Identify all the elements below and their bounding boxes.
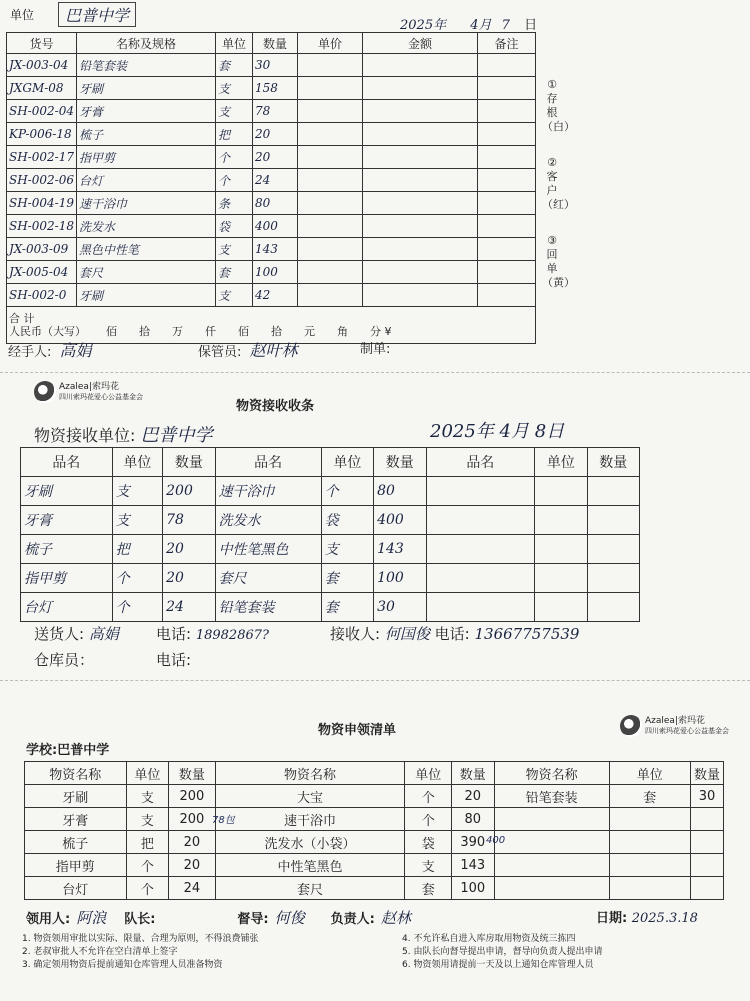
empty-cell bbox=[477, 284, 535, 307]
table-cell: 24 bbox=[169, 877, 216, 900]
receipt-table bbox=[20, 447, 640, 622]
signature-line: 领用人: 阿浪 队长: 督导: 何俊 负责人: 赵林 bbox=[26, 909, 411, 927]
item-unit: 支 bbox=[215, 238, 252, 261]
empty-cell bbox=[477, 123, 535, 146]
table-row bbox=[21, 535, 640, 564]
item-qty: 143 bbox=[252, 238, 297, 261]
empty-cell bbox=[535, 564, 587, 593]
item-unit: 条 bbox=[215, 192, 252, 215]
item-name: 梳子 bbox=[76, 123, 215, 146]
empty-cell bbox=[362, 192, 477, 215]
empty-cell bbox=[535, 506, 587, 535]
empty-cell bbox=[426, 564, 535, 593]
item-name: 洗发水 bbox=[76, 215, 215, 238]
table-row bbox=[25, 808, 724, 831]
empty-cell bbox=[297, 284, 362, 307]
empty-cell bbox=[362, 261, 477, 284]
table-row bbox=[7, 284, 536, 307]
empty-cell bbox=[535, 593, 587, 622]
table-cell: 中性笔黑色 bbox=[215, 535, 321, 564]
table-cell: 143 bbox=[451, 854, 494, 877]
table-cell: 洗发水（小袋） bbox=[215, 831, 405, 854]
col-header: 单价 bbox=[297, 33, 362, 54]
empty-cell bbox=[297, 192, 362, 215]
table-cell: 袋 bbox=[405, 831, 452, 854]
table-cell: 20 bbox=[163, 535, 215, 564]
table-cell: 200 bbox=[169, 808, 216, 831]
table-cell: 400 bbox=[374, 506, 426, 535]
empty-cell bbox=[535, 535, 587, 564]
empty-cell bbox=[426, 535, 535, 564]
table-cell bbox=[494, 854, 609, 877]
item-unit: 袋 bbox=[215, 215, 252, 238]
table-cell: 78 bbox=[163, 506, 215, 535]
item-code: SH-002-04 bbox=[7, 100, 77, 123]
col-header: 品名 bbox=[21, 448, 113, 477]
empty-cell bbox=[362, 77, 477, 100]
item-code: JX-003-09 bbox=[7, 238, 77, 261]
table-row bbox=[25, 785, 724, 808]
empty-cell bbox=[587, 535, 639, 564]
empty-cell bbox=[297, 77, 362, 100]
table-cell: 30 bbox=[690, 785, 723, 808]
empty-cell bbox=[362, 100, 477, 123]
table-cell: 大宝 bbox=[215, 785, 405, 808]
item-code: SH-002-18 bbox=[7, 215, 77, 238]
empty-cell bbox=[477, 192, 535, 215]
table-cell bbox=[609, 808, 690, 831]
table-row bbox=[7, 77, 536, 100]
table-cell: 390 bbox=[451, 831, 494, 854]
col-header: 物资名称 bbox=[215, 762, 405, 785]
table-row bbox=[21, 477, 640, 506]
col-header: 品名 bbox=[426, 448, 535, 477]
table-cell: 80 bbox=[451, 808, 494, 831]
col-header: 单位 bbox=[609, 762, 690, 785]
empty-cell bbox=[362, 54, 477, 77]
col-header: 单位 bbox=[405, 762, 452, 785]
col-header: 单位 bbox=[215, 33, 252, 54]
empty-cell bbox=[297, 215, 362, 238]
item-code: JX-003-04 bbox=[7, 54, 77, 77]
school-field: 学校:巴普中学 bbox=[26, 743, 110, 758]
item-code: SH-002-06 bbox=[7, 169, 77, 192]
empty-cell bbox=[297, 169, 362, 192]
item-code: SH-004-19 bbox=[7, 192, 77, 215]
empty-cell bbox=[297, 238, 362, 261]
table-cell: 牙膏 bbox=[25, 808, 127, 831]
empty-cell bbox=[477, 238, 535, 261]
empty-cell bbox=[297, 100, 362, 123]
table-row bbox=[25, 877, 724, 900]
empty-cell bbox=[587, 564, 639, 593]
empty-cell bbox=[362, 146, 477, 169]
warehouse-phone: 电话: bbox=[156, 651, 192, 669]
warehouse-field: 仓库员： bbox=[34, 651, 95, 669]
notes-left: 1. 物资领用审批以实际、限量、合理为原则，不得浪费铺张 2. 老叔审批人不允许在空白清单上签字 3. 确定领用物资后提前通知仓库管理人员准备物资 bbox=[22, 934, 259, 970]
table-cell: 200 bbox=[163, 477, 215, 506]
col-header: 备注 bbox=[477, 33, 535, 54]
copy-notes: ①存根（白） ②客户（红） ③回单（黄） bbox=[542, 78, 575, 289]
item-qty: 78 bbox=[252, 100, 297, 123]
table-cell: 80 bbox=[374, 477, 426, 506]
table-cell bbox=[609, 854, 690, 877]
table-cell: 100 bbox=[451, 877, 494, 900]
empty-cell bbox=[297, 54, 362, 77]
item-qty: 158 bbox=[252, 77, 297, 100]
col-header: 单位 bbox=[535, 448, 587, 477]
item-name: 指甲剪 bbox=[76, 146, 215, 169]
table-cell: 套尺 bbox=[215, 564, 321, 593]
requisition-table bbox=[24, 761, 724, 900]
table-cell: 支 bbox=[112, 506, 163, 535]
azalea-logo: Azalea|索玛花 四川索玛花爱心公益基金会 bbox=[620, 715, 729, 737]
table-cell: 牙刷 bbox=[25, 785, 127, 808]
table-row bbox=[7, 146, 536, 169]
sender-field: 送货人: 高娟 bbox=[34, 625, 119, 643]
table-cell: 支 bbox=[126, 785, 169, 808]
item-unit: 把 bbox=[215, 123, 252, 146]
table-cell: 套 bbox=[321, 564, 373, 593]
table-cell: 铅笔套装 bbox=[215, 593, 321, 622]
table-cell: 支 bbox=[112, 477, 163, 506]
table-cell: 支 bbox=[321, 535, 373, 564]
total-row: 合 计 人民币（大写） 佰 拾 万 仟 佰 拾 元 角 分 ¥ bbox=[7, 307, 536, 344]
item-unit: 个 bbox=[215, 146, 252, 169]
receipt-slip bbox=[0, 372, 750, 681]
col-header: 数量 bbox=[451, 762, 494, 785]
col-header: 金额 bbox=[362, 33, 477, 54]
table-cell: 套 bbox=[609, 785, 690, 808]
col-header: 货号 bbox=[7, 33, 77, 54]
table-cell: 20 bbox=[169, 831, 216, 854]
empty-cell bbox=[362, 123, 477, 146]
item-code: JXGM-08 bbox=[7, 77, 77, 100]
table-cell: 指甲剪 bbox=[21, 564, 113, 593]
item-unit: 套 bbox=[215, 261, 252, 284]
empty-cell bbox=[297, 261, 362, 284]
col-header: 数量 bbox=[587, 448, 639, 477]
table-cell: 速干浴巾 bbox=[215, 477, 321, 506]
item-name: 速干浴巾 bbox=[76, 192, 215, 215]
keeper-field: 保管员: 赵叶林 bbox=[198, 341, 298, 360]
item-qty: 400 bbox=[252, 215, 297, 238]
col-header: 单位 bbox=[126, 762, 169, 785]
margin-mark: 78包 bbox=[212, 815, 235, 826]
empty-cell bbox=[426, 593, 535, 622]
maker-label: 制单: bbox=[360, 342, 391, 357]
table-cell bbox=[690, 877, 723, 900]
table-cell: 143 bbox=[374, 535, 426, 564]
empty-cell bbox=[297, 146, 362, 169]
table-cell: 洗发水 bbox=[215, 506, 321, 535]
table-cell: 个 bbox=[405, 808, 452, 831]
item-code: SH-002-0 bbox=[7, 284, 77, 307]
table-row bbox=[7, 192, 536, 215]
table-cell: 套尺 bbox=[215, 877, 405, 900]
empty-cell bbox=[587, 506, 639, 535]
table-row bbox=[7, 238, 536, 261]
table-cell: 中性笔黑色 bbox=[215, 854, 405, 877]
table-cell: 个 bbox=[112, 564, 163, 593]
empty-cell bbox=[477, 261, 535, 284]
table-cell: 梳子 bbox=[25, 831, 127, 854]
empty-cell bbox=[362, 238, 477, 261]
col-header: 名称及规格 bbox=[76, 33, 215, 54]
item-qty: 80 bbox=[252, 192, 297, 215]
table-row bbox=[21, 564, 640, 593]
table-cell: 速干浴巾 bbox=[215, 808, 405, 831]
col-header: 数量 bbox=[169, 762, 216, 785]
table-cell bbox=[690, 808, 723, 831]
item-name: 套尺 bbox=[76, 261, 215, 284]
empty-cell bbox=[426, 477, 535, 506]
table-cell: 指甲剪 bbox=[25, 854, 127, 877]
item-unit: 支 bbox=[215, 77, 252, 100]
col-header: 单位 bbox=[321, 448, 373, 477]
table-cell: 牙刷 bbox=[21, 477, 113, 506]
table-row bbox=[7, 261, 536, 284]
requisition-title: 物资申领清单 bbox=[318, 723, 397, 738]
col-header: 品名 bbox=[215, 448, 321, 477]
azalea-logo: Azalea|索玛花 四川索玛花爱心公益基金会 bbox=[34, 381, 143, 403]
item-code: SH-002-17 bbox=[7, 146, 77, 169]
item-qty: 100 bbox=[252, 261, 297, 284]
delivery-note bbox=[0, 0, 575, 372]
table-cell: 20 bbox=[163, 564, 215, 593]
item-unit: 支 bbox=[215, 284, 252, 307]
table-cell: 20 bbox=[451, 785, 494, 808]
table-cell bbox=[494, 877, 609, 900]
table-row bbox=[21, 593, 640, 622]
item-unit: 支 bbox=[215, 100, 252, 123]
empty-cell bbox=[477, 77, 535, 100]
empty-cell bbox=[362, 215, 477, 238]
table-row bbox=[21, 506, 640, 535]
table-cell: 30 bbox=[374, 593, 426, 622]
sender-phone: 电话: 18982867? bbox=[156, 625, 269, 643]
empty-cell bbox=[426, 506, 535, 535]
table-cell bbox=[690, 854, 723, 877]
table-cell: 铅笔套装 bbox=[494, 785, 609, 808]
col-header: 单位 bbox=[112, 448, 163, 477]
table-row bbox=[7, 100, 536, 123]
flower-icon bbox=[34, 381, 56, 403]
item-name: 铅笔套装 bbox=[76, 54, 215, 77]
table-row bbox=[7, 169, 536, 192]
table-cell: 套 bbox=[321, 593, 373, 622]
table-row bbox=[7, 123, 536, 146]
table-cell: 把 bbox=[126, 831, 169, 854]
col-header: 数量 bbox=[163, 448, 215, 477]
col-header: 数量 bbox=[690, 762, 723, 785]
empty-cell bbox=[477, 215, 535, 238]
notes-right: 4. 不允许私自进入库房取用物资及统三拣四 5. 由队长向督导提出申请，督导向负责人提出申请 6. 物资领用请提前一天及以上通知仓库管理人员 bbox=[402, 934, 603, 970]
empty-cell bbox=[477, 54, 535, 77]
handler-field: 经手人: 高娟 bbox=[8, 341, 92, 360]
item-code: KP-006-18 bbox=[7, 123, 77, 146]
item-qty: 24 bbox=[252, 169, 297, 192]
table-cell: 个 bbox=[126, 854, 169, 877]
table-cell: 100 bbox=[374, 564, 426, 593]
col-header: 物资名称 bbox=[25, 762, 127, 785]
requisition-slip bbox=[0, 680, 750, 1001]
receiver-field: 接收人: 何国俊 电话: 13667757539 bbox=[330, 625, 580, 643]
table-cell bbox=[690, 831, 723, 854]
table-cell: 200 bbox=[169, 785, 216, 808]
empty-cell bbox=[535, 477, 587, 506]
empty-cell bbox=[362, 169, 477, 192]
item-name: 牙刷 bbox=[76, 284, 215, 307]
table-cell bbox=[494, 831, 609, 854]
item-qty: 20 bbox=[252, 146, 297, 169]
table-cell: 20 bbox=[169, 854, 216, 877]
item-name: 牙刷 bbox=[76, 77, 215, 100]
col-header: 物资名称 bbox=[494, 762, 609, 785]
empty-cell bbox=[477, 100, 535, 123]
table-cell: 袋 bbox=[321, 506, 373, 535]
table-cell: 把 bbox=[112, 535, 163, 564]
receipt-title: 物资接收收条 bbox=[236, 399, 315, 414]
table-row bbox=[7, 54, 536, 77]
recv-unit: 物资接收单位: 巴普中学 bbox=[34, 425, 213, 446]
empty-cell bbox=[587, 477, 639, 506]
receipt-date: 2025年 4月 8日 bbox=[430, 421, 565, 442]
item-qty: 20 bbox=[252, 123, 297, 146]
table-row bbox=[7, 215, 536, 238]
col-header: 数量 bbox=[374, 448, 426, 477]
table-cell: 梳子 bbox=[21, 535, 113, 564]
flower-icon bbox=[620, 715, 642, 737]
empty-cell bbox=[362, 284, 477, 307]
table-cell: 个 bbox=[112, 593, 163, 622]
empty-cell bbox=[477, 169, 535, 192]
table-cell: 套 bbox=[405, 877, 452, 900]
item-qty: 42 bbox=[252, 284, 297, 307]
table-cell bbox=[494, 808, 609, 831]
table-cell: 个 bbox=[321, 477, 373, 506]
delivery-date: 2025年 4月 7 日 bbox=[400, 18, 538, 33]
empty-cell bbox=[297, 123, 362, 146]
table-cell: 24 bbox=[163, 593, 215, 622]
delivery-table bbox=[6, 32, 536, 344]
col-header: 数量 bbox=[252, 33, 297, 54]
table-cell: 牙膏 bbox=[21, 506, 113, 535]
item-name: 台灯 bbox=[76, 169, 215, 192]
item-unit: 个 bbox=[215, 169, 252, 192]
table-row bbox=[25, 831, 724, 854]
table-cell bbox=[609, 877, 690, 900]
requisition-date: 日期: 2025.3.18 bbox=[596, 911, 698, 926]
unit-value: 巴普中学 bbox=[58, 2, 136, 27]
unit-label: 单位 bbox=[10, 8, 35, 22]
table-cell: 个 bbox=[126, 877, 169, 900]
table-cell: 台灯 bbox=[21, 593, 113, 622]
item-unit: 套 bbox=[215, 54, 252, 77]
table-cell: 支 bbox=[405, 854, 452, 877]
item-qty: 30 bbox=[252, 54, 297, 77]
table-cell: 台灯 bbox=[25, 877, 127, 900]
empty-cell bbox=[477, 146, 535, 169]
item-name: 黑色中性笔 bbox=[76, 238, 215, 261]
table-cell: 个 bbox=[405, 785, 452, 808]
item-name: 牙膏 bbox=[76, 100, 215, 123]
empty-cell bbox=[587, 593, 639, 622]
table-row bbox=[25, 854, 724, 877]
item-code: JX-005-04 bbox=[7, 261, 77, 284]
margin-mark: 400 bbox=[486, 835, 506, 846]
table-cell: 支 bbox=[126, 808, 169, 831]
table-cell bbox=[609, 831, 690, 854]
